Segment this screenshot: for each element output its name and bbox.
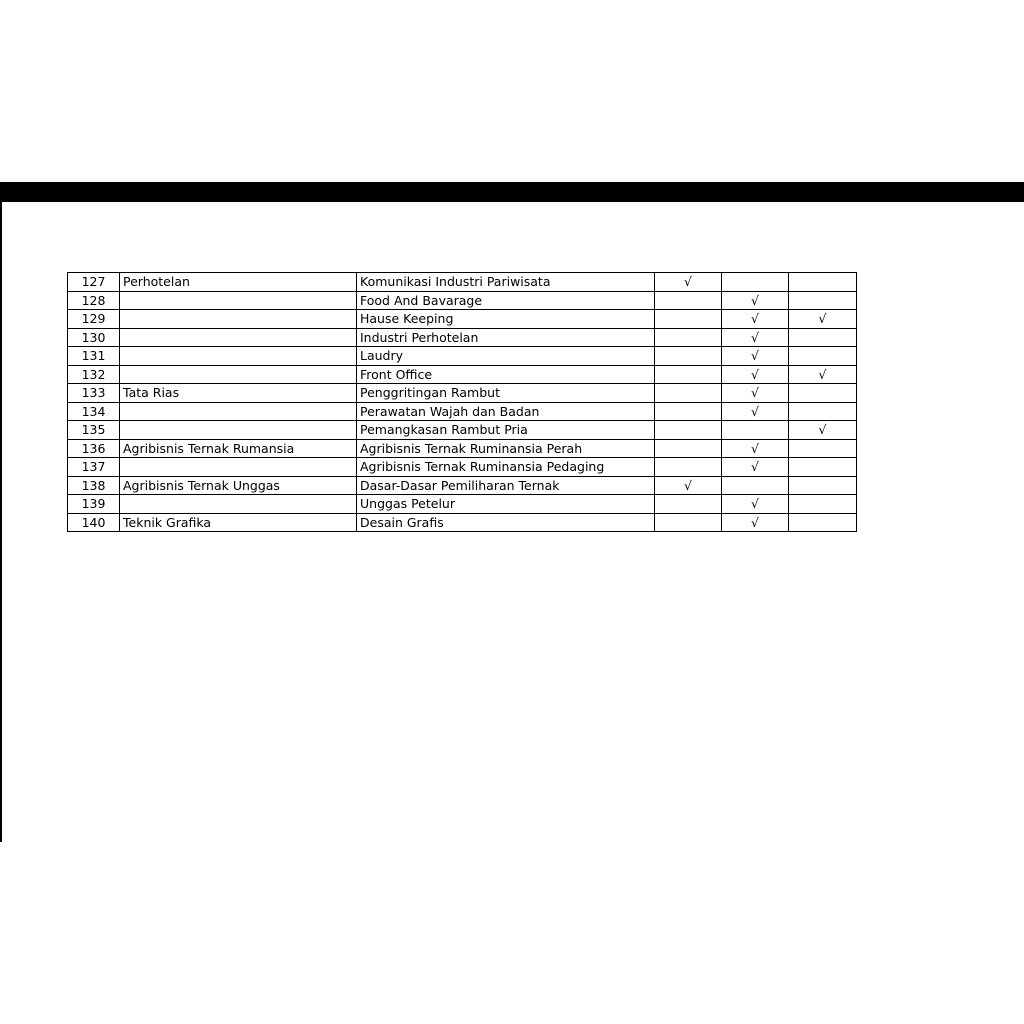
competency-cell: Front Office <box>357 365 655 384</box>
check-column-2-cell <box>722 421 789 440</box>
table-row <box>68 384 857 403</box>
check-column-3-cell <box>789 495 857 514</box>
check-column-2-cell: √ <box>722 365 789 384</box>
top-black-bar <box>0 182 1024 202</box>
table-row <box>68 291 857 310</box>
competency-cell: Agribisnis Ternak Ruminansia Pedaging <box>357 458 655 477</box>
row-number-cell: 137 <box>68 458 120 477</box>
row-number-cell: 140 <box>68 513 120 532</box>
check-column-1-cell <box>655 421 722 440</box>
competency-cell: Pemangkasan Rambut Pria <box>357 421 655 440</box>
competency-cell: Laudry <box>357 347 655 366</box>
row-number-cell: 135 <box>68 421 120 440</box>
table-row <box>68 273 857 292</box>
check-column-3-cell <box>789 402 857 421</box>
check-column-1-cell: √ <box>655 273 722 292</box>
check-column-2-cell: √ <box>722 384 789 403</box>
competency-cell: Agribisnis Ternak Ruminansia Perah <box>357 439 655 458</box>
row-number-cell: 138 <box>68 476 120 495</box>
program-cell <box>120 310 357 329</box>
program-cell <box>120 347 357 366</box>
table-row <box>68 365 857 384</box>
check-column-1-cell <box>655 495 722 514</box>
check-column-3-cell: √ <box>789 421 857 440</box>
competency-cell: Industri Perhotelan <box>357 328 655 347</box>
row-number-cell: 130 <box>68 328 120 347</box>
check-column-3-cell <box>789 439 857 458</box>
row-number-cell: 129 <box>68 310 120 329</box>
program-cell <box>120 421 357 440</box>
table-body <box>68 273 857 532</box>
competency-cell: Komunikasi Industri Pariwisata <box>357 273 655 292</box>
check-column-1-cell <box>655 439 722 458</box>
program-cell <box>120 458 357 477</box>
table-row <box>68 439 857 458</box>
check-column-1-cell <box>655 513 722 532</box>
program-cell: Tata Rias <box>120 384 357 403</box>
program-cell <box>120 328 357 347</box>
table-row <box>68 310 857 329</box>
row-number-cell: 127 <box>68 273 120 292</box>
check-column-3-cell <box>789 476 857 495</box>
competency-cell: Hause Keeping <box>357 310 655 329</box>
competency-cell: Dasar-Dasar Pemiliharan Ternak <box>357 476 655 495</box>
check-column-2-cell: √ <box>722 310 789 329</box>
table-row <box>68 476 857 495</box>
check-column-2-cell: √ <box>722 291 789 310</box>
program-cell <box>120 402 357 421</box>
table-row <box>68 458 857 477</box>
check-column-3-cell <box>789 328 857 347</box>
table-row <box>68 328 857 347</box>
check-column-2-cell: √ <box>722 402 789 421</box>
check-column-2-cell: √ <box>722 439 789 458</box>
program-cell: Agribisnis Ternak Unggas <box>120 476 357 495</box>
check-column-2-cell <box>722 273 789 292</box>
program-cell <box>120 291 357 310</box>
program-cell: Teknik Grafika <box>120 513 357 532</box>
check-column-3-cell <box>789 291 857 310</box>
competency-cell: Perawatan Wajah dan Badan <box>357 402 655 421</box>
competency-cell: Desain Grafis <box>357 513 655 532</box>
check-column-3-cell <box>789 458 857 477</box>
check-column-2-cell: √ <box>722 458 789 477</box>
row-number-cell: 132 <box>68 365 120 384</box>
row-number-cell: 133 <box>68 384 120 403</box>
competency-cell: Food And Bavarage <box>357 291 655 310</box>
program-cell <box>120 495 357 514</box>
row-number-cell: 136 <box>68 439 120 458</box>
check-column-1-cell: √ <box>655 476 722 495</box>
program-cell: Agribisnis Ternak Rumansia <box>120 439 357 458</box>
check-column-1-cell <box>655 291 722 310</box>
check-column-2-cell: √ <box>722 513 789 532</box>
program-cell <box>120 365 357 384</box>
table-row <box>68 495 857 514</box>
competency-table <box>67 272 857 532</box>
check-column-1-cell <box>655 365 722 384</box>
table-row <box>68 402 857 421</box>
row-number-cell: 134 <box>68 402 120 421</box>
check-column-3-cell: √ <box>789 365 857 384</box>
table-row <box>68 347 857 366</box>
left-border-line <box>0 202 2 842</box>
check-column-1-cell <box>655 347 722 366</box>
table-row <box>68 421 857 440</box>
check-column-3-cell <box>789 273 857 292</box>
check-column-2-cell: √ <box>722 347 789 366</box>
check-column-1-cell <box>655 458 722 477</box>
program-cell: Perhotelan <box>120 273 357 292</box>
check-column-3-cell <box>789 513 857 532</box>
row-number-cell: 128 <box>68 291 120 310</box>
table-row <box>68 513 857 532</box>
check-column-1-cell <box>655 310 722 329</box>
check-column-1-cell <box>655 384 722 403</box>
row-number-cell: 131 <box>68 347 120 366</box>
check-column-2-cell: √ <box>722 328 789 347</box>
row-number-cell: 139 <box>68 495 120 514</box>
check-column-1-cell <box>655 328 722 347</box>
check-column-1-cell <box>655 402 722 421</box>
competency-cell: Penggritingan Rambut <box>357 384 655 403</box>
competency-cell: Unggas Petelur <box>357 495 655 514</box>
check-column-2-cell <box>722 476 789 495</box>
check-column-2-cell: √ <box>722 495 789 514</box>
check-column-3-cell <box>789 384 857 403</box>
check-column-3-cell <box>789 347 857 366</box>
check-column-3-cell: √ <box>789 310 857 329</box>
